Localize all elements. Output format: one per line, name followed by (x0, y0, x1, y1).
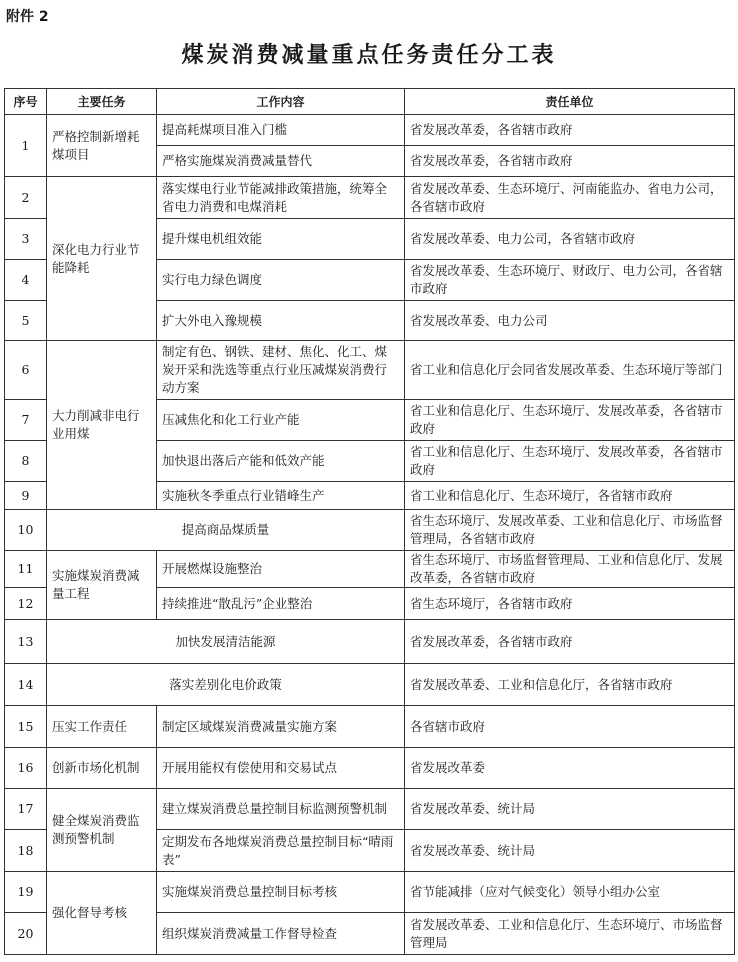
row-number: 9 (5, 482, 47, 510)
unit-cell: 各省辖市政府 (405, 706, 735, 748)
row-number: 1 (5, 115, 47, 177)
content-cell: 制定有色、钢铁、建材、焦化、化工、煤炭开采和洗选等重点行业压减煤炭消费行动方案 (157, 341, 405, 400)
unit-cell: 省工业和信息化厅、生态环境厅、发展改革委，各省辖市政府 (405, 400, 735, 441)
row-number: 3 (5, 219, 47, 260)
content-cell: 提高商品煤质量 (47, 510, 405, 551)
content-cell: 严格实施煤炭消费减量替代 (157, 146, 405, 177)
unit-cell: 省发展改革委、工业和信息化厅、生态环境厅、市场监督管理局 (405, 913, 735, 955)
row-number: 10 (5, 510, 47, 551)
content-cell: 扩大外电入豫规模 (157, 301, 405, 341)
row-number: 17 (5, 789, 47, 830)
table-header-row (5, 89, 735, 115)
unit-cell: 省发展改革委，各省辖市政府 (405, 146, 735, 177)
table-row (5, 748, 735, 789)
row-number: 18 (5, 830, 47, 872)
task-cell: 创新市场化机制 (47, 748, 157, 789)
row-number: 20 (5, 913, 47, 955)
content-cell: 持续推进“散乱污”企业整治 (157, 588, 405, 620)
content-cell: 实施煤炭消费总量控制目标考核 (157, 872, 405, 913)
header-unit: 责任单位 (405, 89, 735, 115)
row-number: 12 (5, 588, 47, 620)
row-number: 4 (5, 260, 47, 301)
document-title: 煤炭消费减量重点任务责任分工表 (181, 42, 557, 68)
task-cell: 大力削减非电行业用煤 (47, 341, 157, 510)
unit-cell: 省发展改革委、统计局 (405, 830, 735, 872)
unit-cell: 省工业和信息化厅会同省发展改革委、生态环境厅等部门 (405, 341, 735, 400)
content-cell: 开展用能权有偿使用和交易试点 (157, 748, 405, 789)
table-row (5, 789, 735, 830)
row-number: 5 (5, 301, 47, 341)
table-row (5, 177, 735, 219)
content-cell: 组织煤炭消费减量工作督导检查 (157, 913, 405, 955)
unit-cell: 省发展改革委、工业和信息化厅，各省辖市政府 (405, 664, 735, 706)
task-cell: 深化电力行业节能降耗 (47, 177, 157, 341)
row-number: 6 (5, 341, 47, 400)
unit-cell: 省发展改革委 (405, 748, 735, 789)
table-row (5, 620, 735, 664)
row-number: 8 (5, 441, 47, 482)
row-number: 14 (5, 664, 47, 706)
content-cell: 实行电力绿色调度 (157, 260, 405, 301)
row-number: 15 (5, 706, 47, 748)
table-row (5, 115, 735, 146)
task-cell: 严格控制新增耗煤项目 (47, 115, 157, 177)
row-number: 13 (5, 620, 47, 664)
table-row (5, 706, 735, 748)
content-cell: 压减焦化和化工行业产能 (157, 400, 405, 441)
header-content: 工作内容 (157, 89, 405, 115)
content-cell: 定期发布各地煤炭消费总量控制目标“晴雨表” (157, 830, 405, 872)
row-number: 16 (5, 748, 47, 789)
table-row (5, 341, 735, 400)
unit-cell: 省生态环境厅，各省辖市政府 (405, 588, 735, 620)
row-number: 19 (5, 872, 47, 913)
content-cell: 实施秋冬季重点行业错峰生产 (157, 482, 405, 510)
unit-cell: 省发展改革委、统计局 (405, 789, 735, 830)
annex-label: 附件 2 (6, 9, 49, 25)
unit-cell: 省工业和信息化厅、生态环境厅、发展改革委，各省辖市政府 (405, 441, 735, 482)
unit-cell: 省发展改革委、电力公司，各省辖市政府 (405, 219, 735, 260)
table-row (5, 510, 735, 551)
header-no: 序号 (5, 89, 47, 115)
content-cell: 提高耗煤项目准入门槛 (157, 115, 405, 146)
table-row (5, 872, 735, 913)
content-cell: 加快退出落后产能和低效产能 (157, 441, 405, 482)
table-row (5, 664, 735, 706)
task-cell: 强化督导考核 (47, 872, 157, 955)
unit-cell: 省发展改革委，各省辖市政府 (405, 115, 735, 146)
unit-cell: 省生态环境厅、市场监督管理局、工业和信息化厅、发展改革委，各省辖市政府 (405, 551, 735, 588)
row-number: 2 (5, 177, 47, 219)
unit-cell: 省工业和信息化厅、生态环境厅，各省辖市政府 (405, 482, 735, 510)
table-row (5, 551, 735, 588)
task-cell: 实施煤炭消费减量工程 (47, 551, 157, 620)
unit-cell: 省发展改革委，各省辖市政府 (405, 620, 735, 664)
unit-cell: 省发展改革委、生态环境厅、河南能监办、省电力公司，各省辖市政府 (405, 177, 735, 219)
row-number: 11 (5, 551, 47, 588)
responsibility-table (4, 88, 735, 955)
unit-cell: 省节能减排（应对气候变化）领导小组办公室 (405, 872, 735, 913)
task-cell: 压实工作责任 (47, 706, 157, 748)
row-number: 7 (5, 400, 47, 441)
content-cell: 落实差别化电价政策 (47, 664, 405, 706)
unit-cell: 省发展改革委、电力公司 (405, 301, 735, 341)
unit-cell: 省发展改革委、生态环境厅、财政厅、电力公司，各省辖市政府 (405, 260, 735, 301)
header-task: 主要任务 (47, 89, 157, 115)
content-cell: 建立煤炭消费总量控制目标监测预警机制 (157, 789, 405, 830)
task-cell: 健全煤炭消费监测预警机制 (47, 789, 157, 872)
content-cell: 制定区域煤炭消费减量实施方案 (157, 706, 405, 748)
unit-cell: 省生态环境厅、发展改革委、工业和信息化厅、市场监督管理局，各省辖市政府 (405, 510, 735, 551)
content-cell: 开展燃煤设施整治 (157, 551, 405, 588)
content-cell: 落实煤电行业节能减排政策措施，统筹全省电力消费和电煤消耗 (157, 177, 405, 219)
content-cell: 加快发展清洁能源 (47, 620, 405, 664)
content-cell: 提升煤电机组效能 (157, 219, 405, 260)
